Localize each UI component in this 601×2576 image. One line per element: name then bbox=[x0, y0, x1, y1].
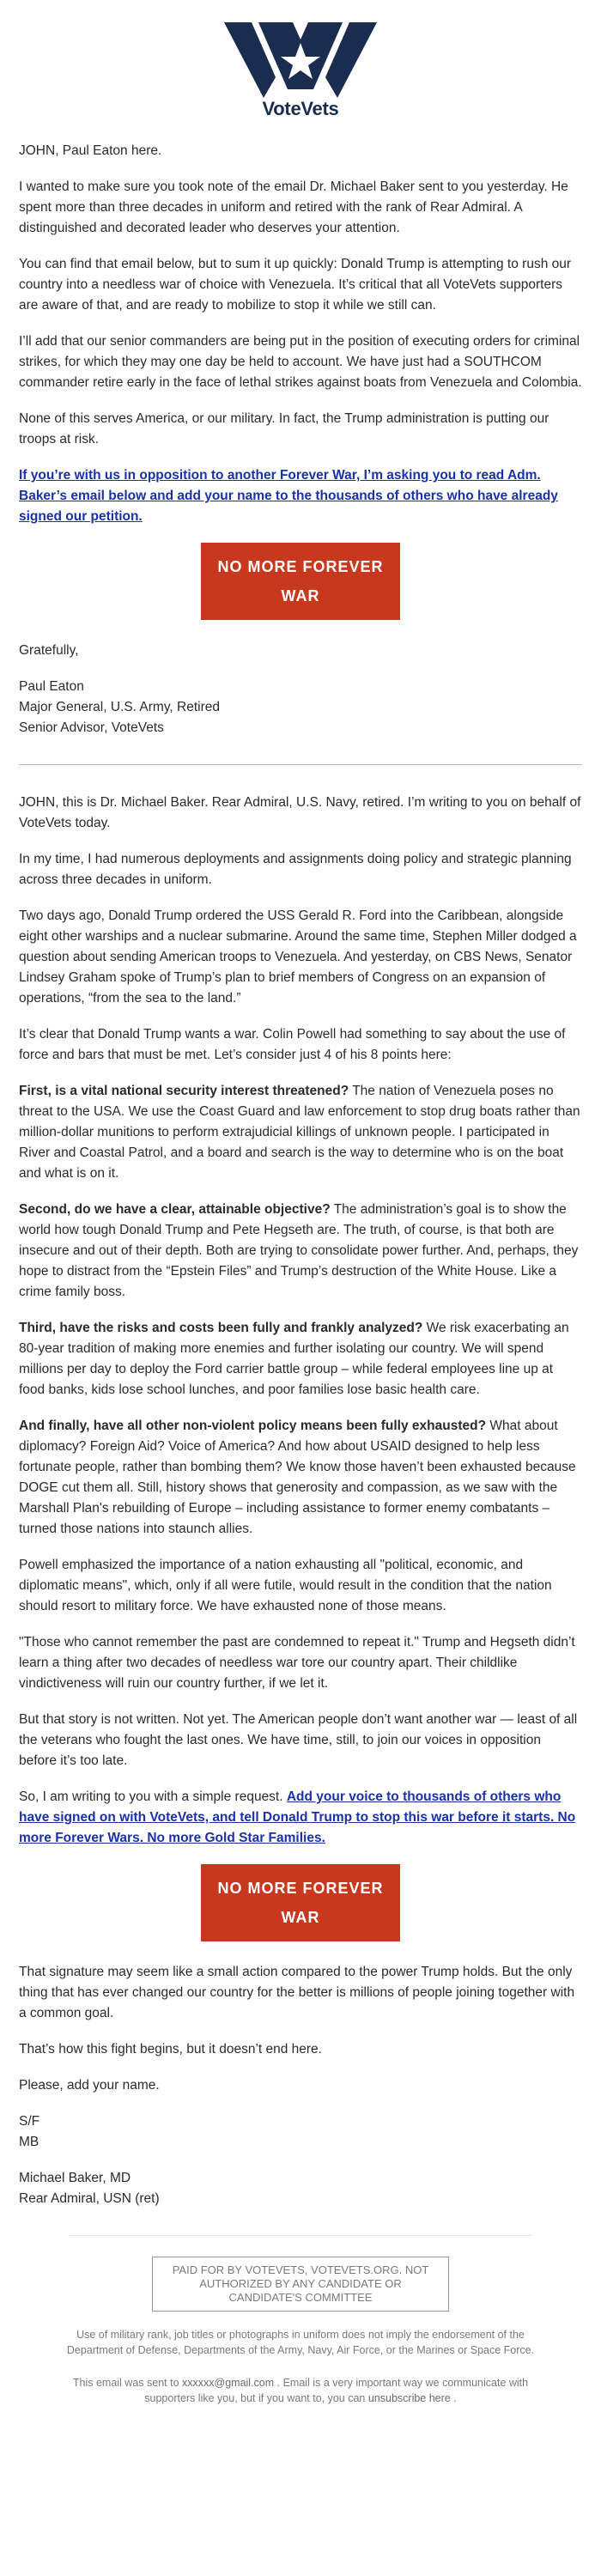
brand-name: VoteVets bbox=[262, 98, 339, 119]
intro-greeting: JOHN, Paul Eaton here. bbox=[19, 143, 162, 158]
sent-suffix: . bbox=[450, 2392, 457, 2404]
sent-to-notice bbox=[60, 2375, 541, 2406]
header-logo[interactable] bbox=[0, 0, 601, 120]
recipient-email-link[interactable]: xxxxxx@gmail.com bbox=[182, 2377, 275, 2389]
intro-paragraph: You can find that email below, but to sum it up quickly: Donald Trump is attempting to rush our country into a needless war of choice with Venezuela. It’s critical that all VoteVets supporters are aware of that, and are ready to mobilize to stop it while we still can. bbox=[19, 257, 572, 313]
intro-section bbox=[0, 141, 601, 738]
intro-paragraph: I wanted to make sure you took note of the email Dr. Michael Baker sent to you yesterday. He spent more than three decades in uniform and retired with the rank of Rear Admiral. A distinguished and decorated leader who deserves your attention. bbox=[19, 179, 568, 235]
sent-prefix: This email was sent to bbox=[72, 2377, 183, 2389]
no-more-forever-war-button[interactable] bbox=[201, 543, 400, 620]
intro-cta-paragraph bbox=[19, 465, 582, 527]
point-heading: Third, have the risks and costs been fully and frankly analyzed? bbox=[19, 1321, 423, 1335]
point-body: What about diplomacy? Foreign Aid? Voice of America? And how about USAID designed to help less fortunate people, rather than bombing them? We know those haven’t been exhausted because DOGE cut them all. Still, history shows that generosity and compassion, as we saw with the Marshall Plan's rebuilding of Europe – including assistance to former enemy combatants – turned those nations into staunch allies. bbox=[19, 1419, 576, 1536]
military-disclaimer: Use of military rank, job titles or photographs in uniform does not imply the endorsement of the Department of Defense, Departments of the Army, Navy, Air Force, or the Marines or Space Force. bbox=[66, 2329, 535, 2356]
unsubscribe-link[interactable]: unsubscribe here bbox=[367, 2392, 451, 2404]
baker-section bbox=[0, 793, 601, 2209]
signature-name: Paul Eaton bbox=[19, 679, 84, 694]
signature-title: Senior Advisor, VoteVets bbox=[19, 720, 164, 735]
point-body: The nation of Venezuela poses no threat to the USA. We use the Coast Guard and law enforcement to stop drug boats rather than million-dollar munitions to perform extrajudicial killings of unknown people. I participated in River and Coastal Patrol, and a board and search is the way to determine who is on the boat and what is on it. bbox=[19, 1084, 580, 1181]
signature-title: Rear Admiral, USN (ret) bbox=[19, 2191, 160, 2206]
baker-paragraph: Please, add your name. bbox=[19, 2078, 160, 2093]
powell-point-3 bbox=[19, 1318, 582, 1400]
baker-paragraph: It’s clear that Donald Trump wants a war. Colin Powell had something to say about the use of force and bars that must be met. Let’s consider just 4 of his 8 points here: bbox=[19, 1027, 566, 1062]
powell-point-4 bbox=[19, 1416, 582, 1540]
signature-eaton bbox=[19, 677, 582, 738]
button-line: WAR bbox=[281, 1909, 320, 1926]
point-heading: And finally, have all other non-violent policy means been fully exhausted? bbox=[19, 1419, 487, 1433]
signature-baker bbox=[19, 2168, 582, 2209]
closing: Gratefully, bbox=[19, 643, 79, 658]
baker-paragraph: Two days ago, Donald Trump ordered the USS Gerald R. Ford into the Caribbean, alongside eight other warships and a nuclear submarine. Around the same time, Stephen Miller dodged a question about sending American troops to Venezuela. And yesterday, on CBS News, Senator Lindsey Graham spoke of Trump’s plan to brief members of Congress on an expansion of operations, “from the sea to the land.” bbox=[19, 908, 577, 1005]
signature-name: Michael Baker, MD bbox=[19, 2171, 131, 2185]
sf-initials bbox=[19, 2111, 582, 2153]
sent-middle: . Email is a very important way we communicate with supporters like you, but if you want to, you can bbox=[144, 2377, 529, 2404]
paid-for-box: PAID FOR BY VOTEVETS, VOTEVETS.ORG. NOT AUTHORIZED BY ANY CANDIDATE OR CANDIDATE'S COMMITTEE bbox=[152, 2257, 449, 2312]
powell-point-1 bbox=[19, 1081, 582, 1184]
point-body: The administration’s goal is to show the world how tough Donald Trump and Pete Hegseth are. The truth, of course, is that both are insecure and out of their depth. Both are trying to consolidate power further. And, perhaps, they hope to distract from the “Epstein Files” and Trump’s destruction of the White House. Like a crime family boss. bbox=[19, 1202, 579, 1299]
point-heading: First, is a vital national security interest threatened? bbox=[19, 1084, 349, 1098]
baker-cta-paragraph bbox=[19, 1787, 582, 1849]
button-container bbox=[19, 1864, 582, 1941]
button-line: NO MORE FOREVER bbox=[217, 558, 384, 575]
cta-lead: So, I am writing to you with a simple request. bbox=[19, 1789, 287, 1804]
no-more-forever-war-button[interactable] bbox=[201, 1864, 400, 1941]
add-your-voice-link[interactable]: Add your voice to thousands of others who have signed on with VoteVets, and tell Donald Trump to stop this war before it starts. No more Forever Wars. No more Gold Star Families. bbox=[19, 1789, 576, 1845]
baker-paragraph: That signature may seem like a small action compared to the power Trump holds. But the only thing that has ever changed our country for the better is millions of people joining together with a common goal. bbox=[19, 1965, 575, 2020]
baker-paragraph: But that story is not written. Not yet. The American people don’t want another war — least of all the veterans who fought the last ones. We have time, still, to join our voices in opposition before it’s too late. bbox=[19, 1712, 578, 1768]
point-body: We risk exacerbating an 80-year tradition of making more enemies and further isolating our country. We will spend millions per day to deploy the Ford carrier battle group – while federal employees line up at food banks, kids lose school lunches, and poor families lose basic health care. bbox=[19, 1321, 569, 1397]
baker-paragraph: "Those who cannot remember the past are condemned to repeat it." Trump and Hegseth didn’t learn a thing after two decades of needless war tore our country apart. Their childlike vindictiveness will ruin our country further, if we let it. bbox=[19, 1635, 575, 1691]
baker-greeting: JOHN, this is Dr. Michael Baker. Rear Admiral, U.S. Navy, retired. I’m writing to you on behalf of VoteVets today. bbox=[19, 795, 581, 830]
button-line: WAR bbox=[281, 587, 320, 605]
intro-paragraph: None of this serves America, or our military. In fact, the Trump administration is putting our troops at risk. bbox=[19, 411, 549, 447]
button-line: NO MORE FOREVER bbox=[217, 1880, 384, 1897]
baker-paragraph: That’s how this fight begins, but it doesn’t end here. bbox=[19, 2042, 322, 2057]
sf-line: S/F bbox=[19, 2114, 40, 2129]
powell-point-2 bbox=[19, 1200, 582, 1303]
footer-divider bbox=[69, 2235, 532, 2236]
petition-link[interactable]: If you’re with us in opposition to another Forever War, I’m asking you to read Adm. Baker’s email below and add your name to the thousands of others who have already signed our petition. bbox=[19, 468, 558, 524]
baker-paragraph: Powell emphasized the importance of a nation exhausting all "political, economic, and diplomatic means", which, only if all were futile, would result in the condition that the nation should resort to military force. We have exhausted none of those means. bbox=[19, 1558, 552, 1613]
button-container bbox=[19, 543, 582, 620]
baker-paragraph: In my time, I had numerous deployments and assignments doing policy and strategic planning across three decades in uniform. bbox=[19, 852, 572, 887]
signature-title: Major General, U.S. Army, Retired bbox=[19, 700, 221, 714]
initials-line: MB bbox=[19, 2135, 39, 2149]
point-heading: Second, do we have a clear, attainable objective? bbox=[19, 1202, 331, 1217]
vv-star-logo-icon bbox=[224, 22, 377, 98]
section-divider bbox=[19, 764, 582, 765]
intro-paragraph: I’ll add that our senior commanders are being put in the position of executing orders for criminal strikes, for which they may one day be held to account. We have just had a SOUTHCOM commander retire early in the face of lethal strikes against boats from Venezuela and Colombia. bbox=[19, 334, 582, 390]
